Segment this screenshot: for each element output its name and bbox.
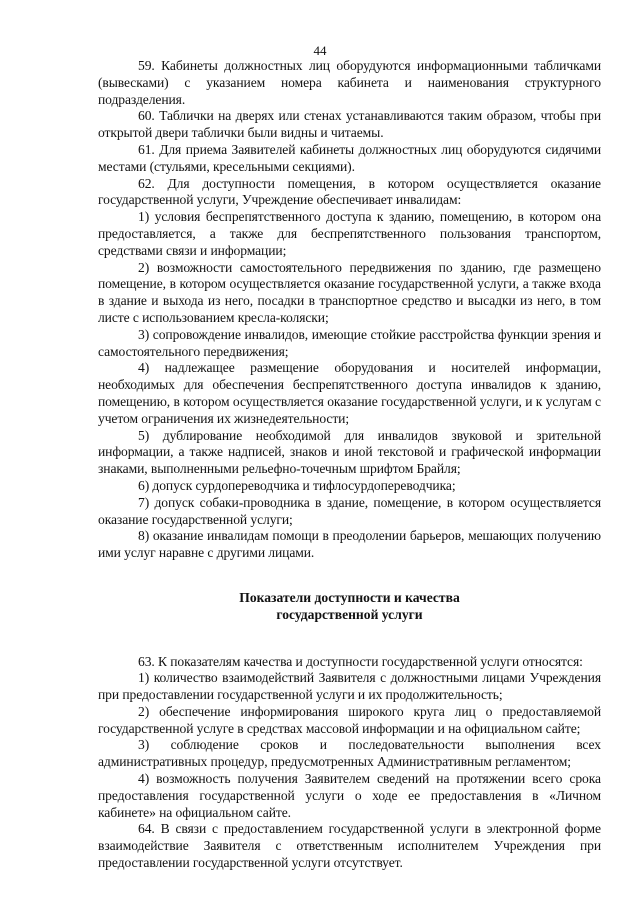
list-item-63-4: 4) возможность получения Заявителем сведений на протяжении всего срока предоставления государственной услуги о ходе ее предоставления в «Личном кабинете» на официальном сайте. (98, 771, 601, 820)
list-item-62-7: 7) допуск собаки-проводника в здание, помещение, в котором осуществляется оказание государственной услуги; (98, 494, 601, 527)
page-number: 44 (313, 43, 327, 58)
section-heading-line-2: государственной услуги (276, 606, 423, 622)
list-item-62-8: 8) оказание инвалидам помощи в преодолении барьеров, мешающих получению ими услуг наравне с другими лицами. (98, 528, 601, 561)
section-heading (98, 590, 601, 624)
document-body (98, 58, 601, 872)
paragraph-62: 62. Для доступности помещения, в котором осуществляется оказание государственной услуги, Учреждение обеспечивает инвалидам: (98, 175, 601, 208)
list-item-63-3: 3) соблюдение сроков и последовательности выполнения всех административных процедур, предусмотренных Административным регламентом; (98, 737, 601, 770)
paragraph-64: 64. В связи с предоставлением государственной услуги в электронной форме взаимодействие Заявителя с ответственным исполнителем Учреждения при предоставлении государственной услуги отсутствует. (98, 821, 601, 871)
list-item-63-1: 1) количество взаимодействий Заявителя с должностными лицами Учреждения при предоставлении государственной услуги и их продолжительность; (98, 670, 601, 703)
paragraph-63: 63. К показателям качества и доступности государственной услуги относятся: (138, 653, 583, 669)
paragraph-60: 60. Таблички на дверях или стенах устанавливаются таким образом, чтобы при открытой двери таблички были видны и читаемы. (98, 108, 601, 141)
list-item-63-2: 2) обеспечение информирования широкого круга лиц о предоставляемой государственной услуге в средствах массовой информации и на официальном сайте; (98, 703, 601, 736)
list-item-62-6: 6) допуск сурдопереводчика и тифлосурдопереводчика; (138, 477, 456, 493)
list-item-62-2: 2) возможности самостоятельного передвижения по зданию, где размещено помещение, в котором осуществляется оказание государственной услуги, а также входа в здание и выхода из него, посадки в транспортное средство и высадки из него, в том листе с использованием кресла-коляски; (98, 259, 601, 325)
list-item-62-5: 5) дублирование необходимой для инвалидов звуковой и зрительной информации, а также надписей, знаков и иной текстовой и графической информации знаками, выполненными рельефно-точечным шрифтом Брайля; (98, 427, 601, 477)
list-item-62-1: 1) условия беспрепятственного доступа к зданию, помещению, в котором она предоставляется, а также для беспрепятственного пользования транспортом, средствами связи и информации; (98, 209, 601, 258)
paragraph-61: 61. Для приема Заявителей кабинеты должностных лиц оборудуются сидячими местами (стульями, кресельными секциями). (98, 141, 601, 174)
section-heading-line-1: Показатели доступности и качества (239, 589, 460, 605)
list-item-62-4: 4) надлежащее размещение оборудования и носителей информации, необходимых для обеспечения беспрепятственного доступа инвалидов к зданию, помещению, в котором осуществляется оказание государственной услуги, и к услугам с учетом ограничения их жизнедеятельности; (98, 360, 601, 426)
paragraph-59: 59. Кабинеты должностных лиц оборудуются информационными табличками (вывесками) с указанием номера кабинета и наименования структурного подразделения. (98, 58, 601, 107)
list-item-62-3: 3) сопровождение инвалидов, имеющие стойкие расстройства функции зрения и самостоятельного передвижения; (98, 326, 601, 359)
